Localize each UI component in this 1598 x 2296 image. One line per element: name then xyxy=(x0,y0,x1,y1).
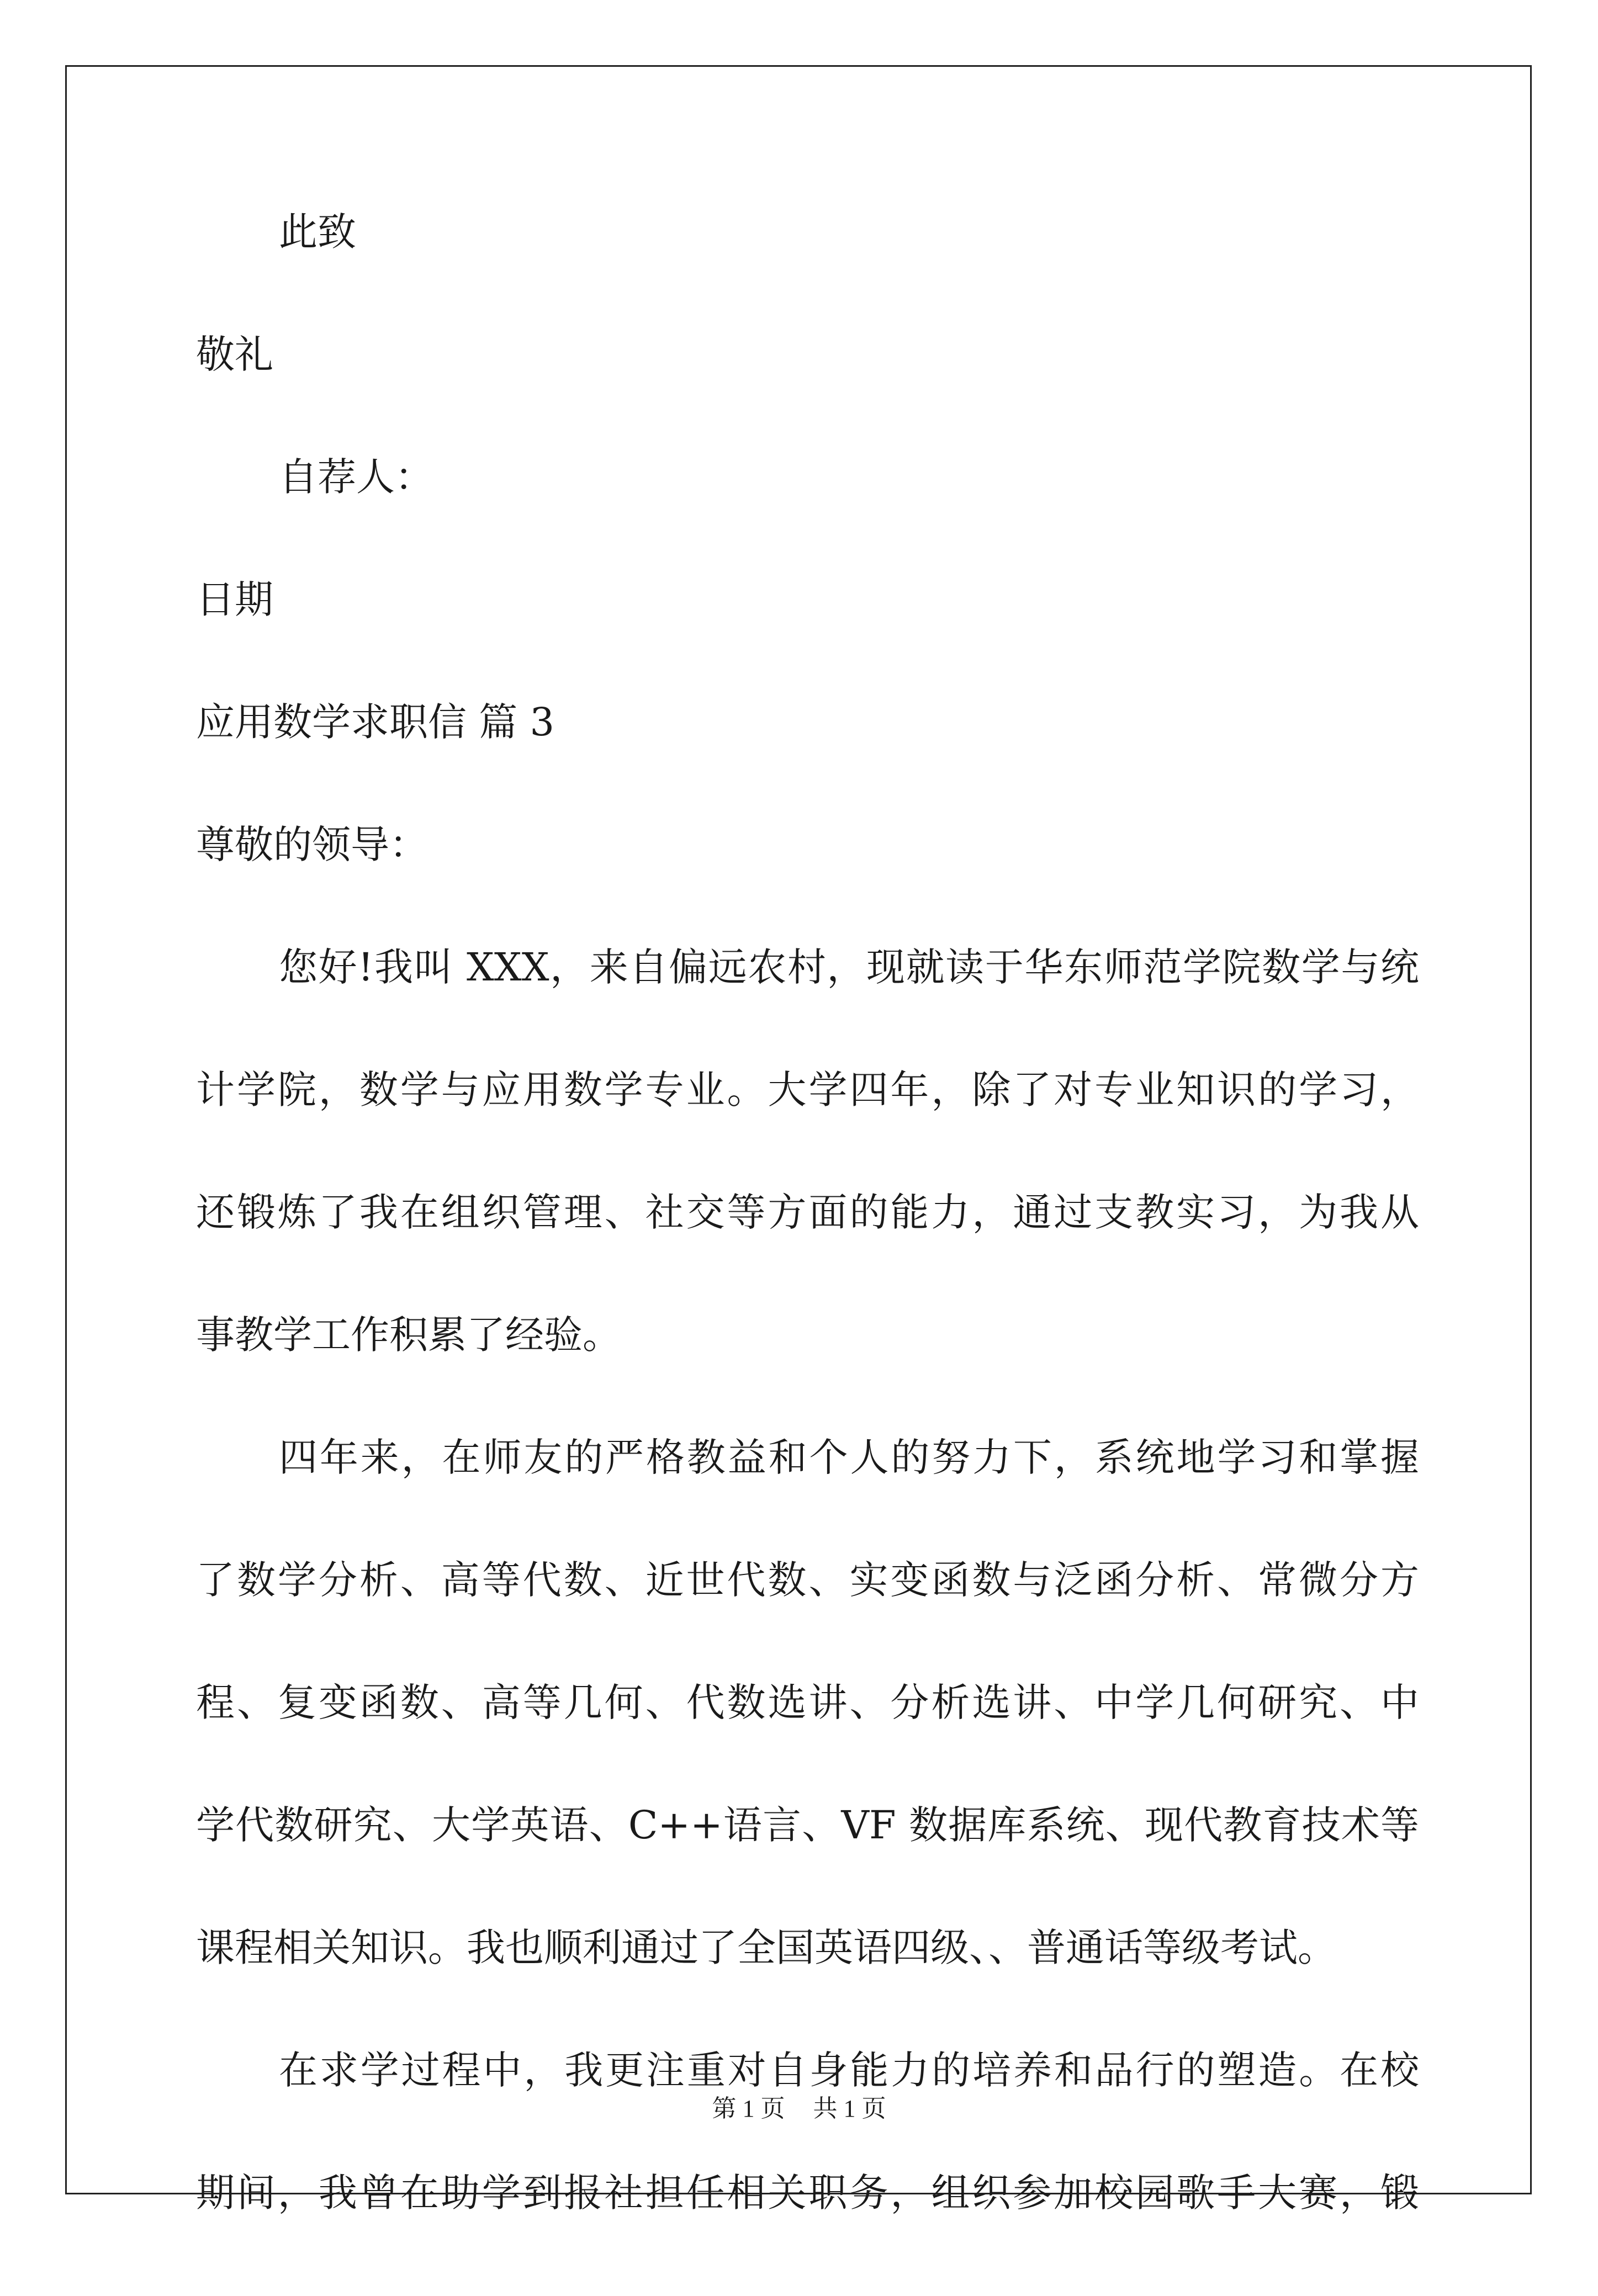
greeting: 尊敬的领导： xyxy=(196,822,428,867)
page-number: 第 1 页 xyxy=(712,2095,785,2122)
paragraph-line: 课程相关知识。我也顺利通过了全国英语四级、、普通话等级考试。 xyxy=(196,1925,1336,1970)
paragraph-line: 学代数研究、大学英语、C++语言、VF 数据库系统、现代教育技术等 xyxy=(196,1802,1419,1848)
paragraph-line: 事教学工作积累了经验。 xyxy=(196,1312,621,1358)
paragraph-line: 期间，我曾在助学到报社担任相关职务，组织参加校园歌手大赛，锻 xyxy=(196,2170,1419,2215)
page-footer xyxy=(0,2097,1598,2121)
document-body xyxy=(196,209,1419,2296)
date-label: 日期 xyxy=(196,577,273,622)
paragraph-line: 还锻炼了我在组织管理、社交等方面的能力，通过支教实习，为我从 xyxy=(196,1190,1419,1235)
page-total: 共 1 页 xyxy=(813,2095,886,2122)
signature-label: 自荐人： xyxy=(279,454,433,500)
paragraph-line: 计学院，数学与应用数学专业。大学四年，除了对专业知识的学习， xyxy=(196,1067,1419,1112)
closing-salutation: 此致 xyxy=(279,209,356,254)
paragraph-line: 了数学分析、高等代数、近世代数、实变函数与泛函分析、常微分方 xyxy=(196,1557,1419,1603)
paragraph-line: 程、复变函数、高等几何、代数选讲、分析选讲、中学几何研究、中 xyxy=(196,1680,1419,1725)
paragraph-line: 您好!我叫 XXX，来自偏远农村，现就读于华东师范学院数学与统 xyxy=(279,945,1419,990)
paragraph-line: 在求学过程中，我更注重对自身能力的培养和品行的塑造。在校 xyxy=(279,2048,1419,2093)
paragraph-line: 四年来，在师友的严格教益和个人的努力下，系统地学习和掌握 xyxy=(279,1435,1419,1480)
closing-regards: 敬礼 xyxy=(196,332,273,377)
section-title: 应用数学求职信 篇 3 xyxy=(196,699,555,745)
